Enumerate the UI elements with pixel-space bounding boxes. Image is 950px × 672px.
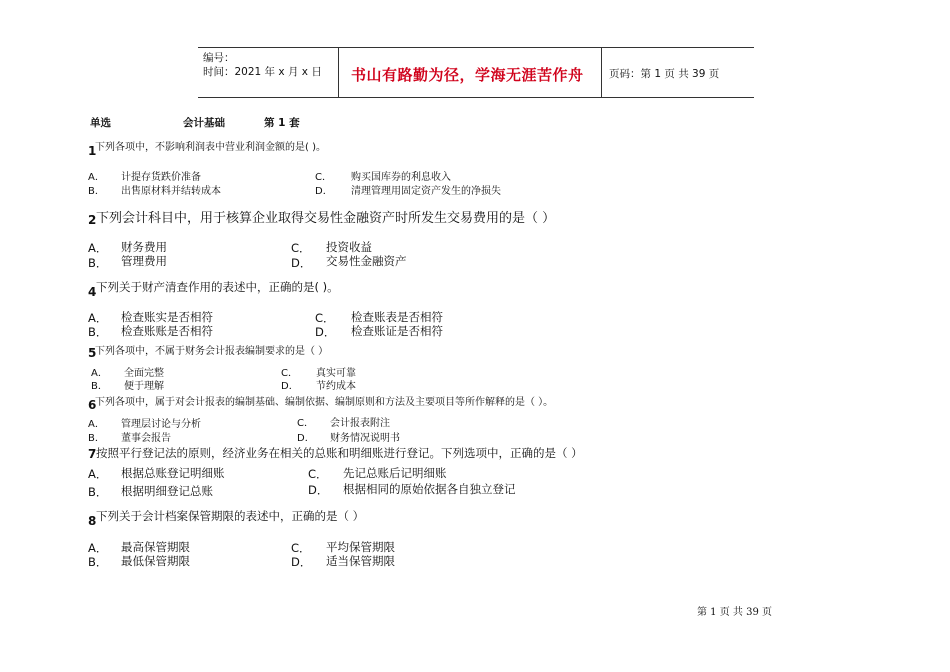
option-letter: D．: [291, 256, 312, 270]
header-top-rule: [198, 47, 754, 48]
option-letter: A．: [88, 541, 108, 555]
header-motto: 书山有路勤为径，学海无涯苦作舟: [351, 66, 584, 84]
option-letter: B．: [88, 433, 105, 444]
option-text: 管理层讨论与分析: [121, 419, 201, 430]
question-number: 4: [88, 285, 97, 299]
option-text: 全面完整: [124, 368, 164, 379]
option-letter: B．: [91, 381, 108, 392]
option-letter: C．: [291, 241, 311, 255]
option-text: 最低保管期限: [121, 554, 190, 568]
option-text: 管理费用: [121, 254, 167, 268]
header-number-label: 编号：: [203, 52, 235, 64]
section-subject: 会计基础: [183, 117, 225, 129]
option-letter: B．: [88, 256, 108, 270]
option-letter: D．: [281, 381, 299, 392]
option-text: 根据相同的原始依据各自独立登记: [343, 482, 516, 496]
header-time-label: 时间：2021 年 x 月 x 日: [203, 66, 322, 78]
option-letter: A．: [88, 172, 105, 183]
question-number: 5: [88, 346, 97, 360]
option-letter: C．: [291, 541, 311, 555]
header-divider-right: [601, 47, 602, 97]
option-letter: C．: [315, 311, 335, 325]
question-number: 8: [88, 514, 97, 528]
option-letter: D．: [308, 483, 329, 497]
page-footer: 第 1 页 共 39 页: [697, 607, 772, 618]
header-page-label: 页码：第 1 页 共 39 页: [609, 68, 720, 80]
option-letter: A．: [88, 241, 108, 255]
option-letter: A．: [91, 368, 108, 379]
question-text: 下列关于会计档案保管期限的表述中，正确的是（ ）: [96, 509, 365, 523]
option-text: 便于理解: [124, 381, 164, 392]
option-text: 节约成本: [316, 381, 356, 392]
option-letter: A．: [88, 419, 105, 430]
option-text: 董事会报告: [121, 433, 171, 444]
option-letter: C．: [308, 467, 328, 481]
question-text: 按照平行登记法的原则，经济业务在相关的总账和明细账进行登记。下列选项中，正确的是（ ）: [96, 446, 583, 460]
option-letter: D．: [297, 433, 315, 444]
option-letter: C．: [297, 418, 314, 429]
question-text: 下列各项中，属于对会计报表的编制基础、编制依据、编制原则和方法及主要项目等所作解释的是（ ）。: [95, 397, 554, 408]
question-text: 下列关于财产清查作用的表述中，正确的是( )。: [96, 280, 339, 294]
option-text: 根据总账登记明细账: [121, 466, 225, 480]
question-text: 下列各项中，不影响利润表中营业利润金额的是( )。: [95, 142, 326, 153]
option-letter: A．: [88, 467, 108, 481]
option-text: 适当保管期限: [326, 554, 395, 568]
option-text: 平均保管期限: [326, 540, 395, 554]
option-letter: A．: [88, 311, 108, 325]
option-text: 财务费用: [121, 240, 167, 254]
option-text: 根据明细登记总账: [121, 484, 213, 498]
header-divider-left: [338, 47, 339, 97]
option-text: 检查账实是否相符: [121, 310, 213, 324]
option-text: 计提存货跌价准备: [121, 172, 201, 183]
option-text: 检查账账是否相符: [121, 324, 213, 338]
option-text: 交易性金融资产: [326, 254, 407, 268]
option-text: 真实可靠: [316, 368, 356, 379]
option-text: 出售原材料并结转成本: [121, 186, 221, 197]
question-number: 6: [88, 398, 97, 412]
question-text: 下列各项中，不属于财务会计报表编制要求的是（ ）: [95, 346, 329, 357]
question-text: 下列会计科目中，用于核算企业取得交易性金融资产时所发生交易费用的是（ ）: [96, 211, 556, 226]
option-text: 清理管理用固定资产发生的净损失: [351, 186, 501, 197]
option-text: 检查账证是否相符: [351, 324, 443, 338]
option-text: 最高保管期限: [121, 540, 190, 554]
question-number: 2: [88, 213, 97, 227]
option-letter: D．: [315, 325, 336, 339]
option-letter: C．: [315, 172, 332, 183]
section-set: 第 1 套: [264, 117, 300, 129]
option-letter: D．: [291, 555, 312, 569]
option-letter: B．: [88, 555, 108, 569]
option-text: 先记总账后记明细账: [343, 466, 447, 480]
option-letter: B．: [88, 186, 105, 197]
question-number: 1: [88, 144, 97, 158]
header-bottom-rule: [198, 97, 754, 98]
option-letter: B．: [88, 325, 108, 339]
option-letter: C．: [281, 368, 298, 379]
question-number: 7: [88, 447, 97, 461]
option-letter: D．: [315, 186, 333, 197]
section-type: 单选: [90, 117, 111, 129]
option-text: 购买国库券的利息收入: [351, 172, 451, 183]
option-text: 投资收益: [326, 240, 372, 254]
option-letter: B．: [88, 485, 108, 499]
option-text: 财务情况说明书: [330, 433, 400, 444]
option-text: 会计报表附注: [330, 418, 390, 429]
option-text: 检查账表是否相符: [351, 310, 443, 324]
